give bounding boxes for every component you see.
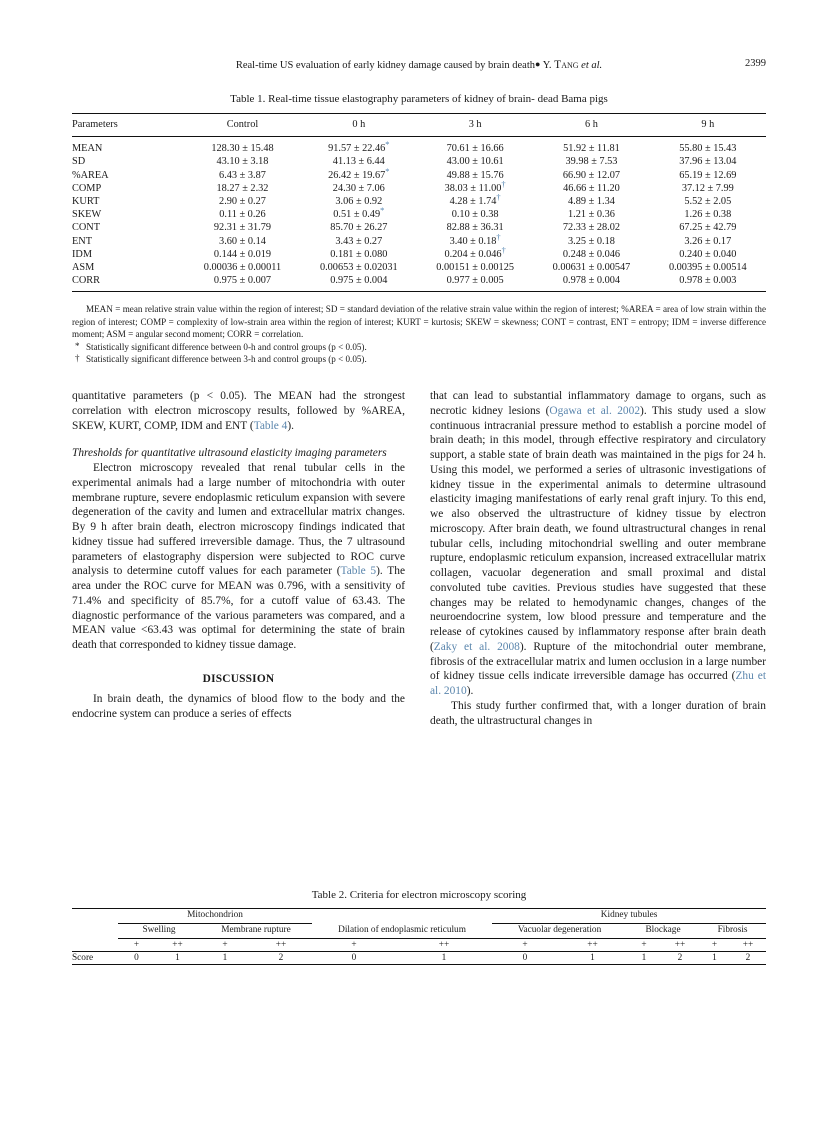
table-2-body <box>72 909 766 951</box>
table-2-score-cell: 0 <box>351 953 357 963</box>
table-1-cell-value: 3.40 ± 0.18† <box>449 231 501 247</box>
table-2-score-cell: 1 <box>641 953 647 963</box>
table-1-cell-value: 3.26 ± 0.17 <box>684 235 732 247</box>
table-row <box>72 155 766 168</box>
significance-star-icon: * <box>380 205 385 216</box>
table-2-grade-cell: ++ <box>587 940 598 950</box>
table-2-group-header-row <box>72 909 766 924</box>
xref-zaky-2008[interactable]: Zaky et al. 2008 <box>433 640 520 653</box>
footnote-star-text: Statistically significant difference between 0-h and control groups (p < 0.05). <box>86 341 367 352</box>
table-1-cell-value: 3.25 ± 0.18 <box>568 235 615 247</box>
significance-star-icon: * <box>385 165 390 176</box>
running-head-author-surname: Tang <box>554 59 579 71</box>
table-1-cell-parameter: SD <box>72 156 86 168</box>
table-1-cell-value: 0.00395 ± 0.00514 <box>668 262 747 274</box>
table-1-cell-parameter: %AREA <box>72 169 109 181</box>
table-1-cell-value: 4.89 ± 1.34 <box>568 196 615 208</box>
table-row <box>72 248 766 261</box>
table-1-cell-value: 37.12 ± 7.99 <box>681 182 734 194</box>
table-2-grade-cell: ++ <box>742 940 754 950</box>
table-row <box>72 208 766 221</box>
table-2-score-cell: 1 <box>712 953 717 963</box>
table-1-cell-value: 0.240 ± 0.040 <box>679 248 737 260</box>
table-row <box>72 137 766 155</box>
table-1-cell-value: 0.144 ± 0.019 <box>213 248 272 260</box>
running-head <box>72 56 766 72</box>
table-1-cell-value: 46.66 ± 11.20 <box>563 182 620 194</box>
table-1-cell-parameter: COMP <box>72 182 102 194</box>
table-2-score-cell: 2 <box>278 953 284 963</box>
table-row <box>72 235 766 248</box>
table-1 <box>72 92 766 292</box>
table-2-grade-cell: ++ <box>275 940 287 950</box>
table-1-cell-value: 55.80 ± 15.43 <box>679 143 737 155</box>
xref-zhu-2010[interactable]: Zhu et al. 2010 <box>430 670 767 697</box>
table-1-cell-value: 1.21 ± 0.36 <box>568 209 615 221</box>
table-1-cell-value: 72.33 ± 28.02 <box>562 222 621 234</box>
table-1-abbreviations: MEAN = mean relative strain value within the region of interest; SD = standard deviation of the relative strain value within the region of interest; %AREA = area of low strain within the region of interest; COMP = complexity of low-strain area within the region of interest; KURT = kurtosis; SKEW = skewness; CONT = contrast, ENT = entropy; IDM = inverse difference moment; ASM = angular second moment; CORR = correlation. <box>72 304 766 340</box>
table-2-sub-vacuolar-degeneration: Vacuolar degeneration <box>492 924 627 939</box>
paragraph-right-1-mid2: ). Rupture of the mitochondrial outer membrane, fibrosis of the extracellular matrix and lumen occlusion in a large number of kidney tissue cells indicate irreversible damage has occurred ( <box>430 640 766 683</box>
table-1-cell-parameter: CONT <box>72 222 101 234</box>
table-1-cell-value: 82.88 ± 36.31 <box>446 222 504 234</box>
section-heading-discussion: DISCUSSION <box>202 672 275 685</box>
footnote-dagger-mark: † <box>75 353 80 364</box>
table-2-grade-cell: + <box>222 940 228 950</box>
table-2-score-body <box>72 952 766 964</box>
table-1-col-0h: 0 h <box>352 119 366 130</box>
table-1-cell-value: 41.13 ± 6.44 <box>332 156 385 168</box>
table-2-grade-row <box>72 939 766 952</box>
paragraph-right-1-tail: ). <box>466 685 474 697</box>
significance-dagger-icon: † <box>496 231 501 242</box>
table-1-title: Table 1. Real-time tissue elastography parameters of kidney of brain- dead Bama pigs <box>230 93 608 105</box>
table-row <box>72 221 766 234</box>
table-2-sub-swelling: Swelling <box>118 924 200 939</box>
table-row <box>72 169 766 182</box>
table-row <box>72 182 766 195</box>
table-2-corner-cell <box>72 909 118 924</box>
table-1-cell-value: 65.19 ± 12.69 <box>679 169 737 181</box>
table-row <box>72 195 766 208</box>
footnote-star-mark: * <box>75 340 80 351</box>
significance-dagger-icon: † <box>501 178 506 189</box>
table-1-cell-value: 43.10 ± 3.18 <box>216 156 269 168</box>
table-1-cell-value: 0.00151 ± 0.00125 <box>436 262 514 274</box>
table-1-cell-parameter: ENT <box>72 235 93 247</box>
table-1-cell-parameter: KURT <box>72 196 100 208</box>
table-2-group-spacer <box>312 909 492 924</box>
table-1-cell-value: 6.43 ± 3.87 <box>219 169 266 181</box>
table-1-cell-value: 85.70 ± 26.27 <box>330 222 388 234</box>
table-2-grade-cell: ++ <box>172 940 183 950</box>
paragraph-right-1-mid: ). This study used a slow continuous intracranial pressure method to establish a porcine model of brain death; in this model, through effective respiratory and circulatory support, a stable state of brain death was maintained in the pigs for 24 h. Using this model, we performed a series of ultrasonic investigations of kidney tissue in the experimental animals to determine ultrasound elasticity imaging manifestations of early renal graft injury. To this end, we also observed the ultrastructure of kidney tissue by electron microscopy. After brain death, we found ultrastructural changes in renal tubular cells, including mitochondrial swelling and outer membrane rupture, endoplasmic reticulum expansion, increased extracellular matrix collagen, vacuolar degeneration and small proximal and distal convoluted tube cavities. Previous studies have suggested that these changes may be related to hemodynamic changes, changes of the neuroendocrine system, low blood pressure and temperature and the release of cytokines caused by inflammatory response after brain death ( <box>430 404 766 653</box>
table-1-cell-value: 0.978 ± 0.003 <box>679 275 737 287</box>
table-2-grade-cell: + <box>522 940 528 950</box>
table-2-score-cell: 1 <box>222 953 228 963</box>
table-1-col-6h: 6 h <box>585 119 598 130</box>
table-1-header-row <box>72 114 766 136</box>
table-1-cell-value: 92.31 ± 31.79 <box>213 222 272 234</box>
table-1-head <box>72 114 766 136</box>
table-1-cell-value: 3.43 ± 0.27 <box>335 235 383 247</box>
table-1-footnote-star <box>72 341 766 354</box>
table-1-cell-value: 38.03 ± 11.00† <box>444 178 506 194</box>
table-1-cell-value: 0.977 ± 0.005 <box>446 275 504 287</box>
table-1-cell-value: 0.978 ± 0.004 <box>562 275 621 287</box>
table-1-cell-value: 4.28 ± 1.74† <box>449 192 501 208</box>
table-1-cell-value: 0.204 ± 0.046† <box>444 244 506 260</box>
xref-ogawa-2002[interactable]: Ogawa et al. 2002 <box>549 404 641 417</box>
table-1-bottom-rule <box>72 291 766 292</box>
table-2-sub-corner-cell <box>72 924 118 939</box>
paragraph-left-2 <box>72 461 405 653</box>
table-1-grid <box>72 114 766 136</box>
table-1-cell-value: 39.98 ± 7.53 <box>565 156 618 168</box>
table-1-col-3h: 3 h <box>468 119 482 130</box>
table-2-score-label: Score <box>72 953 94 963</box>
table-1-notes <box>72 303 766 366</box>
table-2-grade-corner-cell <box>72 939 118 952</box>
table-1-cell-value: 24.30 ± 7.06 <box>332 182 385 194</box>
table-2-grade-cell: + <box>641 940 647 950</box>
table-2-score-cell: 2 <box>745 953 751 963</box>
paragraph-left-1 <box>72 389 405 433</box>
paragraph-right-1-text: that can lead to substantial inflammatory damage to organs, such as necrotic kidney lesions ( <box>430 390 766 417</box>
table-1-cell-value: 43.00 ± 10.61 <box>446 156 504 168</box>
table-2-group-mitochondrion: Mitochondrion <box>118 909 312 924</box>
table-2-sub-header-row <box>72 924 766 939</box>
running-head-author-initial: Y. <box>542 60 552 71</box>
table-1-cell-value: 2.90 ± 0.27 <box>219 196 266 208</box>
table-1-cell-parameter: SKEW <box>72 209 102 221</box>
table-2-group-kidney-tubules: Kidney tubules <box>492 909 766 924</box>
paragraph-left-1-text: quantitative parameters (p < 0.05). The MEAN had the strongest correlation with electron microscopy results, followed by %AREA, SKEW, KURT, COMP, IDM and ENT ( <box>72 390 405 432</box>
table-2-grade-cell: + <box>711 940 718 950</box>
table-1-cell-value: 70.61 ± 16.66 <box>446 143 504 155</box>
table-1-col-parameters: Parameters <box>72 119 118 130</box>
table-1-cell-value: 66.90 ± 12.07 <box>562 169 621 181</box>
table-1-cell-parameter: IDM <box>72 248 93 260</box>
table-2-sub-fibrosis: Fibrosis <box>699 924 766 939</box>
table-2-grade-cell: + <box>133 940 140 950</box>
table-1-cell-value: 91.57 ± 22.46* <box>328 139 390 155</box>
table-2-score-cell: 1 <box>175 953 180 963</box>
table-2-grade-cell: + <box>351 940 357 950</box>
table-1-cell-value: 5.52 ± 2.05 <box>684 196 732 208</box>
table-2-score-cell: 1 <box>441 953 447 963</box>
paragraph-left-2-text: Electron microscopy revealed that renal tubular cells in the experimental animals had a large number of mitochondria with outer membrane rupture, severe endoplasmic reticulum expansion with severe degeneration of the cavity and lumen and extracellular matrix changes. By 9 h after brain death, electron microscopy findings indicated that kidney tissue had suffered irreversible damage. Thus, the 7 ultrasound parameters of elastography dispersion were subjected to ROC curve analysis to determine cutoff values for each parameter ( <box>72 462 405 578</box>
table-1-cell-parameter: CORR <box>72 275 101 287</box>
table-1-cell-value: 0.00036 ± 0.00011 <box>203 262 282 274</box>
table-2-bottom-rule <box>72 964 766 965</box>
table-1-cell-value: 67.25 ± 42.79 <box>679 222 737 234</box>
table-1-cell-value: 0.975 ± 0.007 <box>213 275 272 287</box>
subheading-thresholds: Thresholds for quantitative ultrasound elasticity imaging parameters <box>72 447 387 460</box>
table-1-cell-value: 3.60 ± 0.14 <box>219 235 266 247</box>
table-1-cell-value: 0.10 ± 0.38 <box>451 209 499 221</box>
paragraph-left-2-tail: ). The area under the ROC curve for MEAN was 0.796, with a sensitivity of 71.4% and specificity of 85.7%, for a cutoff value of 63.43. The diagnostic performance of the various parameters was compared, and a MEAN value <63.43 was optimal for determining the state of brain death that corresponded to kidney tissue damage. <box>72 565 406 651</box>
running-head-article-title: Real-time US evaluation of early kidney damage caused by brain death <box>235 60 535 71</box>
table-1-cell-value: 0.181 ± 0.080 <box>330 248 388 260</box>
table-1-cell-value: 0.975 ± 0.004 <box>330 275 388 287</box>
table-1-body <box>72 137 766 291</box>
table-2-sub-membrane-rupture: Membrane rupture <box>200 924 312 939</box>
table-1-footnote-dagger <box>72 353 766 366</box>
significance-star-icon: * <box>385 139 390 150</box>
table-1-cell-value: 51.92 ± 11.81 <box>563 143 620 155</box>
table-1-cell-value: 0.00631 ± 0.00547 <box>552 262 631 274</box>
table-2-score-row <box>72 952 766 964</box>
footnote-dagger-text: Statistically significant difference between 3-h and control groups (p < 0.05). <box>86 354 367 365</box>
significance-dagger-icon: † <box>496 192 501 203</box>
paragraph-left-3: In brain death, the dynamics of blood flow to the body and the endocrine system can produce a series of effects <box>72 692 405 720</box>
page-number: 2399 <box>745 58 766 69</box>
table-2-score-cell: 1 <box>590 953 595 963</box>
table-2-score-cell: 0 <box>522 953 528 963</box>
table-row <box>72 274 766 291</box>
table-1-cell-value: 0.11 ± 0.26 <box>219 209 266 221</box>
paragraph-left-1-tail: ). <box>287 419 295 432</box>
table-2-grade-cell: ++ <box>438 940 450 950</box>
table-1-cell-value: 1.26 ± 0.38 <box>684 209 732 221</box>
table-1-cell-value: 128.30 ± 15.48 <box>211 143 274 155</box>
table-1-col-control: Control <box>226 119 259 130</box>
table-1-cell-parameter: MEAN <box>72 143 103 155</box>
table-2-score-grid <box>72 952 766 964</box>
table-1-cell-value: 0.51 ± 0.49* <box>333 205 385 221</box>
xref-table-4[interactable]: Table 4 <box>253 419 288 432</box>
table-1-body-grid <box>72 137 766 291</box>
table-1-col-9h: 9 h <box>701 119 715 130</box>
table-2-sub-dilation-er: Dilation of endoplasmic reticulum <box>312 924 492 939</box>
table-2 <box>72 888 766 965</box>
bullet-icon: ● <box>535 59 541 69</box>
table-row <box>72 261 766 274</box>
table-2-sub-blockage: Blockage <box>627 924 699 939</box>
table-1-cell-value: 26.42 ± 19.67* <box>328 165 390 181</box>
table-2-grid <box>72 909 766 951</box>
table-1-cell-value: 0.00653 ± 0.02031 <box>319 262 398 274</box>
table-1-cell-value: 0.248 ± 0.046 <box>562 248 621 260</box>
table-2-grade-cell: ++ <box>674 940 686 950</box>
significance-dagger-icon: † <box>501 244 506 255</box>
xref-table-5[interactable]: Table 5 <box>340 565 377 578</box>
paragraph-right-2: This study further confirmed that, with a longer duration of brain death, the ultrastructural changes in <box>430 699 766 727</box>
paragraph-right-1 <box>430 389 766 699</box>
running-head-title <box>72 56 766 74</box>
table-1-cell-value: 18.27 ± 2.32 <box>216 182 269 194</box>
table-2-score-cell: 0 <box>134 953 139 963</box>
body-column-left <box>72 389 405 721</box>
table-2-title: Table 2. Criteria for electron microscopy scoring <box>311 889 527 901</box>
table-2-score-cell: 2 <box>677 953 683 963</box>
body-column-right <box>430 389 766 728</box>
table-1-cell-parameter: ASM <box>72 262 95 274</box>
table-1-cell-value: 37.96 ± 13.04 <box>679 156 737 168</box>
table-1-cell-value: 49.88 ± 15.76 <box>446 169 504 181</box>
running-head-etal: et al. <box>581 60 603 71</box>
table-1-cell-value: 3.06 ± 0.92 <box>335 196 383 208</box>
